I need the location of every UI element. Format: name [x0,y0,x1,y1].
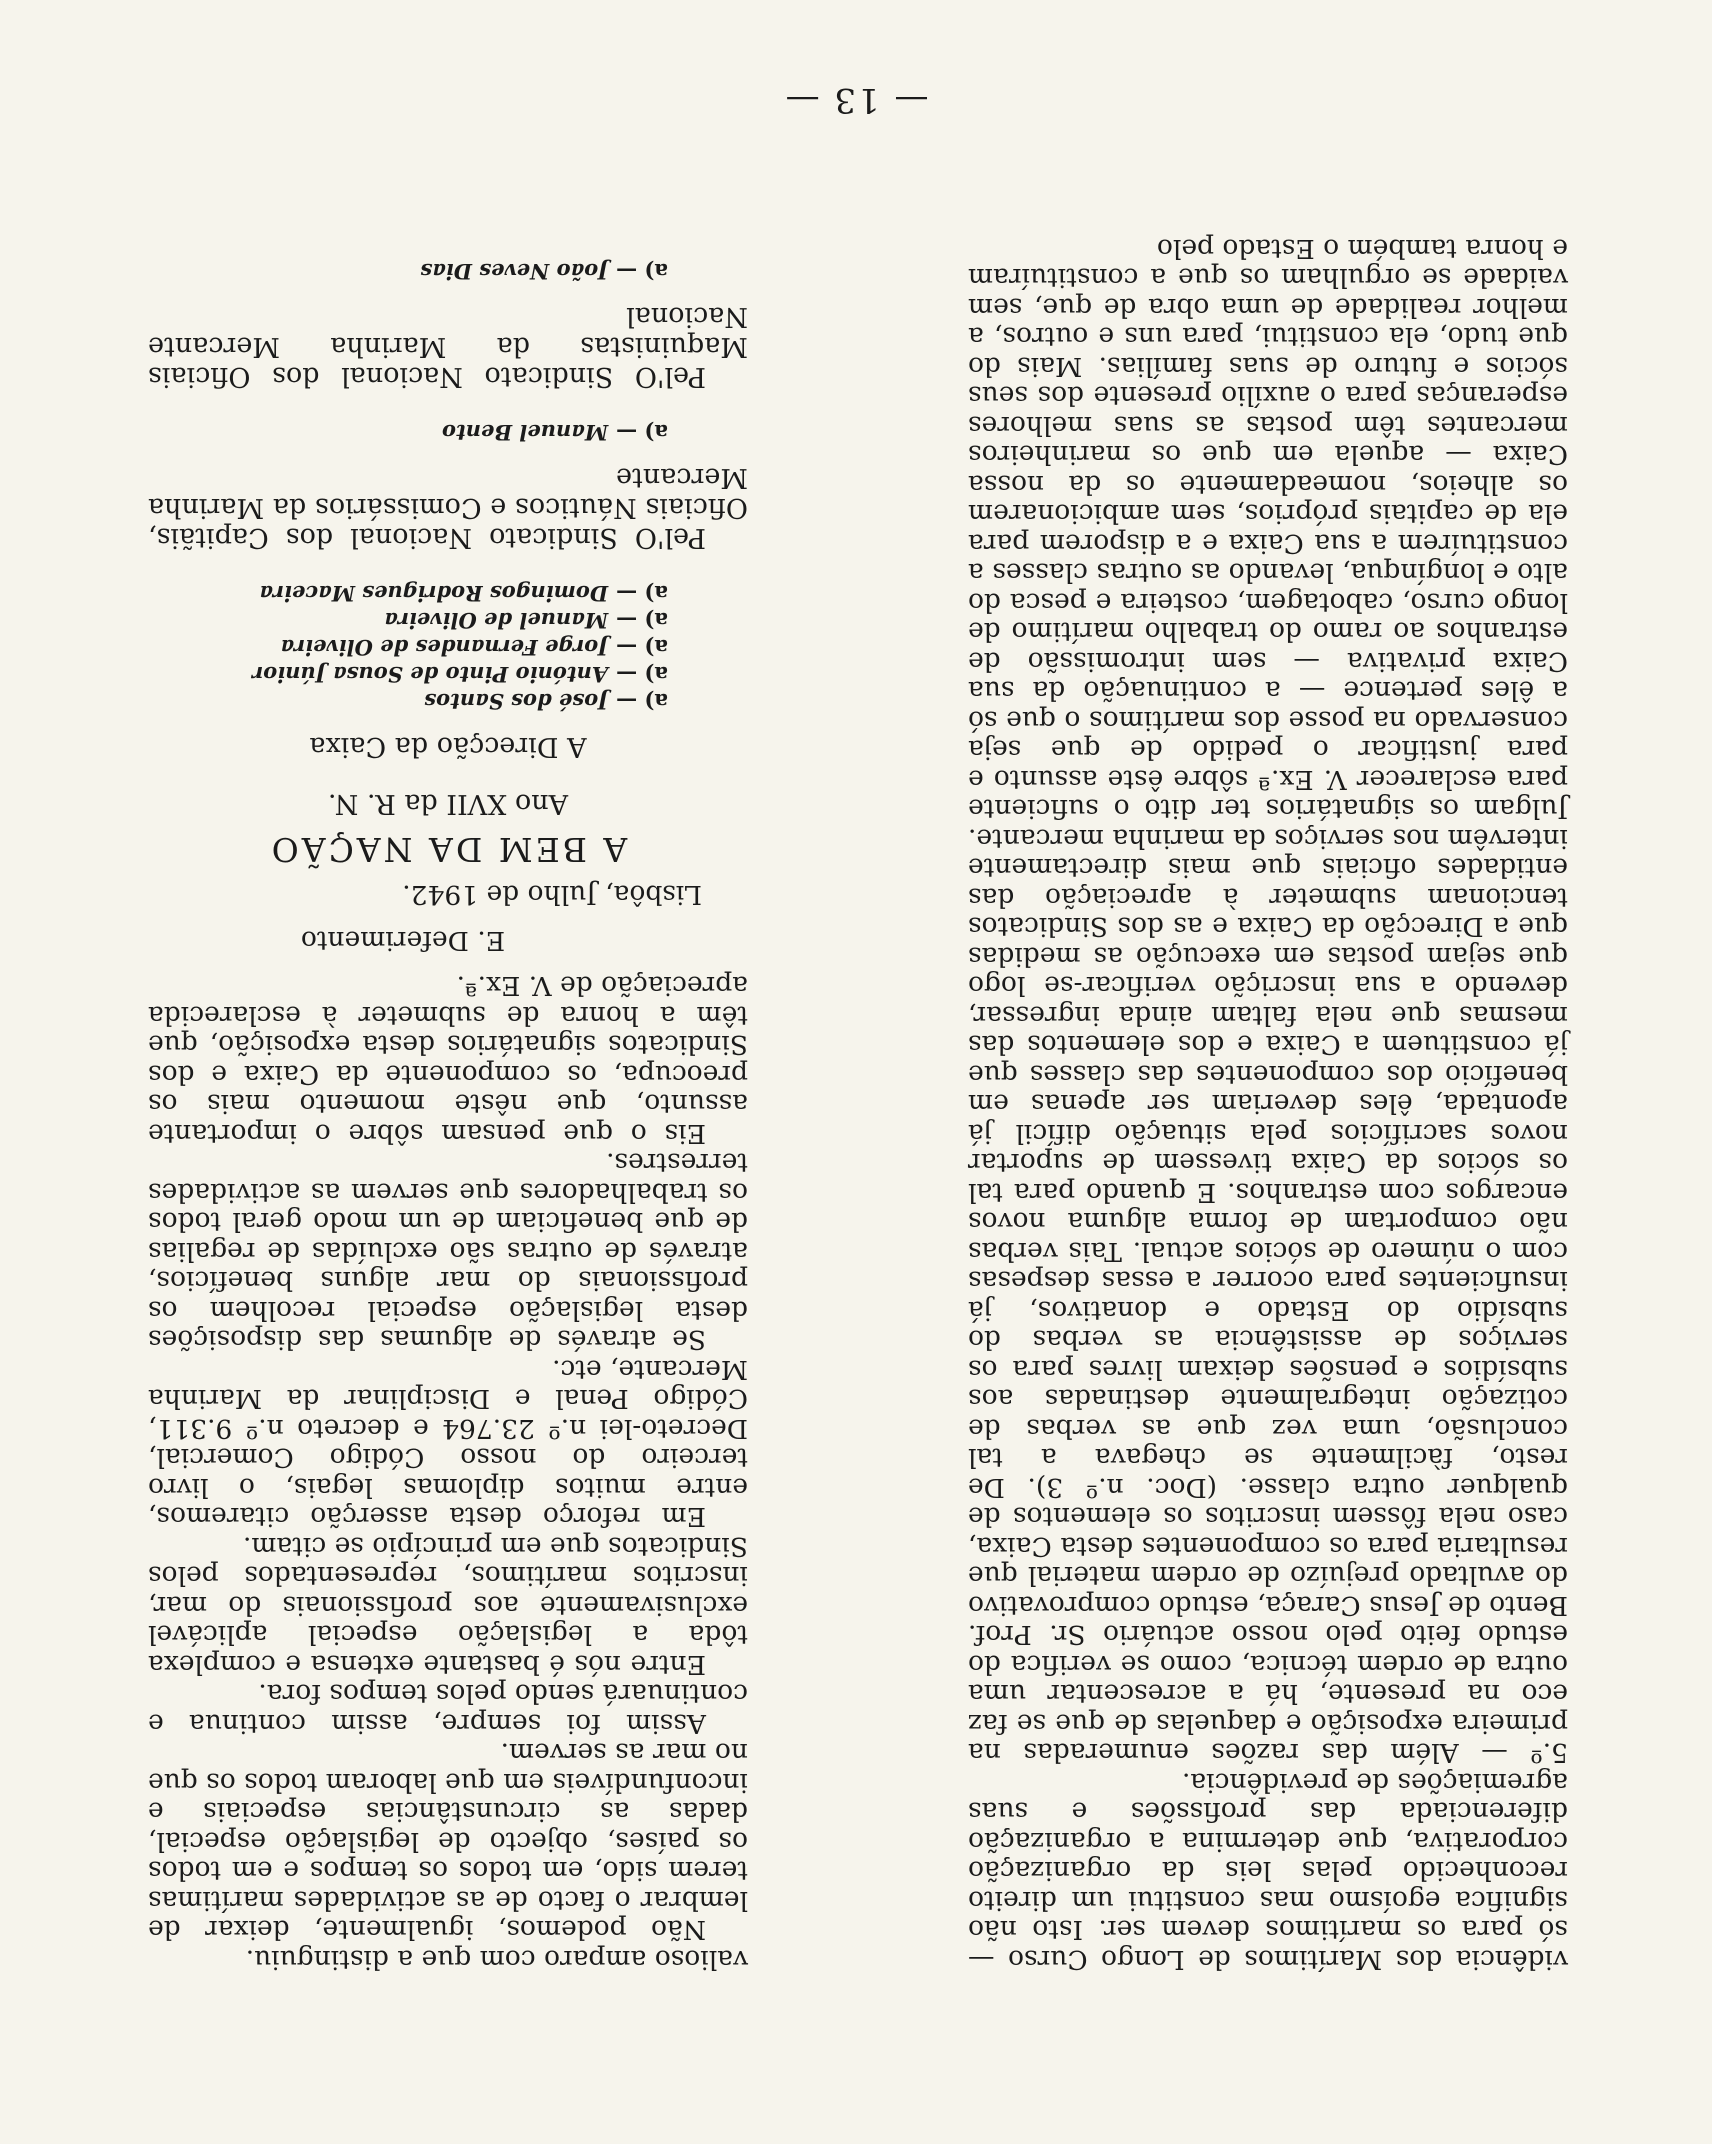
right-paragraph-6: Se através de algumas das disposições desta legislação especial recolhem os profissionais do mar alguns benefícios, através de outras são excluídas de regalias de que beneficiam de um modo geral todos os trabalhadores que servem as actividades terrestres. [148,1147,748,1356]
right-paragraph-5: Em reforço desta asserção citaremos, entre muitos diplomas legais, o livro terceiro do nosso Código Comercial, Decreto-lei n.º 23.764 e decreto n.º 9.311, Código Penal e Disciplinar da Marinha Mercante, etc. [148,1354,748,1533]
motto: A BEM DA NAÇÃO [268,830,628,869]
right-paragraph-4: Entre nós é bastante extensa e complexa tôda a legislação especial aplicável exclusivamente aos profissionais do mar, inscritos marítimos, representados pelos Sindicatos que em princípio se citam. [148,1531,748,1680]
board-signature-list [148,581,748,716]
regime-year: Ano XVII da R. N. [327,788,569,820]
left-column [968,234,1568,1975]
union-engineers: Pel'O Sindicato Nacional dos Oficiais Maquinistas da Marinha Mercante Nacional [148,301,748,393]
right-paragraph-2: Não podemos, igualmente, deixar de lembrar o facto de as actividades marítimas terem sido, em todos os tempos e em todos os países, objecto de legislação especial, dadas as circunstâncias especiais e inconfundíveis em que laboram todos os que no mar as servem. [148,1737,748,1946]
board-signature: a) —António Pinto de Sousa Júnior [252,662,668,688]
right-column [148,259,748,1975]
right-paragraph-1: valioso amparo com que a distinguiu. [245,1944,748,1975]
board-signature: a) —Domingos Rodrigues Maceira [259,581,668,607]
board-signature: a) —Manuel de Oliveira [384,608,668,634]
board-signature: a) —José dos Santos [424,689,668,715]
left-paragraph-1: vidência dos Marítimos de Longo Curso — só para os marítimos devem ser. Isto não significa egoísmo mas constitui um direito reconhecido pelas leis da organização corporativa, que determina a organização diferenciada das profissões e suas agremiações de previdência. [968,1767,1568,1975]
union-captains-signature: a) —Manuel Bento [442,420,668,446]
right-paragraph-7: Eis o que pensam sôbre o importante assunto, que nêste momento mais os preocupa, os componente da Caixa e dos Sindicatos signatários desta exposição, que têm a honra de submeter à esclarecida apreciação de V. Ex.ª. [148,970,748,1149]
board-title: A Direcção da Caixa [309,731,587,762]
closing-request: E. Deferimento [300,925,506,956]
page-number: — 13 — [783,80,929,120]
left-paragraph-2: 5.º — Além das razões enumeradas na primeira exposição e daquelas de que se faz eco na presente, há a acrescentar uma outra de ordem técnica, como se verifica do estudo feito pelo nosso actuário Sr. Prof. Bento de Jesus Caraça, estudo comprovativo do avultado prejuízo de ordem material que resultaria para os componentes desta Caixa, caso nela fôssem inscritos os elementos de qualquer outra classe. (Doc. n.º 3). De resto, fàcilmente se chegava a tal conclusão, uma vez que as verbas de cotização integralmente destinadas aos subsídios e pensões deixam livres para os serviços de assistência as verbas do subsídio do Estado e donativos, já insuficientes para ocorrer a essas despesas com o número de sócios actual. Tais verbas não comportam de forma alguma novos encargos com estranhos. E quando para tal os sócios da Caixa tivessem de suportar novos sacrifícios pela situação difícil já apontada, êles deveriam ser apenas em benefício dos componentes das classes que já constituem a Caixa e dos elementos das mesmas que nela faltam ainda ingressar, devendo a sua inscrição verificar-se logo que sejam postas em execução as medidas que a Direcção da Caixa e as dos Sindicatos tencionam submeter à apreciação das entidades oficiais que mais directamente intervêm nos serviços da marinha mercante. Julgam os signatários ter dito o suficiente para esclarecer V. Ex.ª sôbre êste assunto e para justificar o pedido de que seja conservado na posse dos marítimos o que só a êles pertence — a continuação da sua Caixa privativa — sem intromissão de estranhos ao ramo do trabalho marítimo de longo curso, cabotagem, costeira e pesca do alto e longínqua, levando as outras classes a constituírem a sua Caixa e a disporem para ela de capitais próprios, sem ambicionarem os alheios, nomeadamente os da nossa Caixa — aquela em que os marinheiros mercantes têm postas as suas melhores esperanças para o auxílio presente dos seus sócios e futuro de suas famílias. Mais do que tudo, ela constitui, para uns e outros, a melhor realidade de uma obra de que, sem vaidade se orgulham os que a constituíram e honra também o Estado pelo [967,233,1568,1769]
union-engineers-signature: a) —João Neves Dias [420,259,668,285]
place-date: Lisbôa, Julho de 1942. [402,879,702,911]
right-paragraph-3: Assim foi sempre, assim continua e continuará sendo pelos tempos fora. [148,1678,748,1739]
board-signature: a) —Jorge Fernandes de Oliveira [280,635,668,661]
union-captains: Pel'O Sindicato Nacional dos Capitãis, Oficiais Náuticos e Comissários da Marinha Mercante [148,462,748,554]
